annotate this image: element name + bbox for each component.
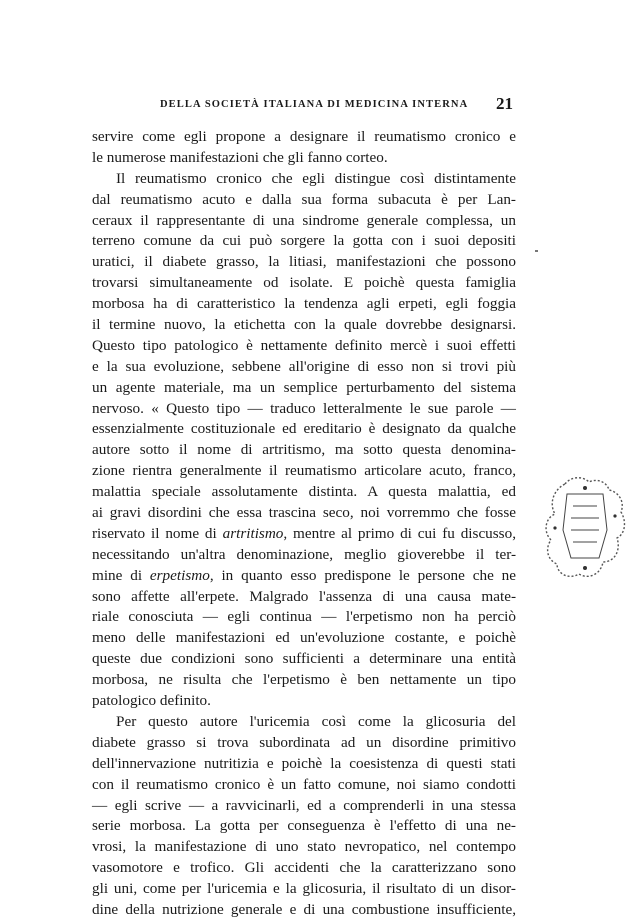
text-line: servire come egli propone a designare il reumatismo cronico e	[92, 128, 516, 145]
running-header	[0, 96, 627, 118]
text-line: le numerose manifestazioni che gli fanno corteo.	[92, 148, 388, 166]
text-line: serie morbosa. La gotta per conseguenza è l'effetto di una ne-	[92, 817, 516, 835]
body-text	[92, 127, 516, 921]
italic-term: artritismo	[222, 524, 284, 542]
text-line: Il reumatismo cronico che egli distingue così distintamente	[116, 169, 516, 187]
text-line: zione rientra generalmente il reumatismo articolare acuto, franco,	[92, 462, 516, 480]
running-head-title: DELLA SOCIETÀ ITALIANA DI MEDICINA INTERNA	[160, 99, 469, 110]
text-line: queste due condizioni sono sufficienti a determinare una entità	[92, 650, 516, 668]
text-line: diabete grasso si trova subordinata ad un disordine primitivo	[92, 733, 516, 751]
italic-term: erpetismo	[149, 566, 210, 584]
text-line: trovarsi simultaneamente od isolate. E poichè questa famiglia	[92, 274, 516, 292]
text-line: dell'innervazione nutritizia e poichè la coesistenza di questi stati	[92, 754, 516, 772]
text-line: e la sua evoluzione, sebbene all'origine di esso non si trovi più	[92, 357, 516, 375]
text-line: vrosi, la manifestazione di uno stato nevropatico, nel contempo	[92, 838, 516, 856]
text-line: Questo tipo patologico è nettamente definito mercè i suoi effetti	[92, 336, 516, 354]
text-line: vasomotore e trofico. Gli accidenti che la caratterizzano sono	[92, 859, 516, 877]
text-line: ceraux il rappresentante di una sindrome generale complessa, un	[92, 211, 516, 229]
text-line: riservato il nome di artritismo, mentre al primo di cui fu discusso,	[92, 524, 516, 542]
text-line: uratici, il diabete grasso, la litiasi, manifestazioni che possono	[92, 253, 516, 271]
text-line: il termine nuovo, la etichetta con la quale dovrebbe designarsi.	[92, 316, 516, 334]
scan-speck	[535, 250, 538, 252]
text-line: — egli scrive — a ravvicinarli, ed a comprenderli in una stessa	[92, 796, 516, 814]
text-line: morbosa, ne risulta che l'erpetismo è ben nettamente un tipo	[92, 671, 516, 689]
text-line: sono affette all'erpete. Malgrado l'assenza di una causa mate-	[92, 587, 516, 605]
text-line: riale conosciuta — egli continua — l'erpetismo non ha perciò	[92, 608, 516, 626]
text-line: patologico definito.	[92, 692, 211, 710]
text-line: autore sotto il nome di artritismo, ma sotto questa denomina-	[92, 441, 516, 459]
page-number: 21	[496, 94, 513, 113]
text-line: meno delle manifestazioni ed un'evoluzione costante, e poichè	[92, 629, 516, 647]
text-line: dine della nutrizione generale e di una combustione insufficiente,	[92, 900, 516, 918]
text-line: necessitando un'altra denominazione, meglio gioverebbe il ter-	[92, 545, 516, 563]
text-line: terreno comune da cui può sorgere la gotta con i suoi depositi	[92, 232, 516, 250]
text-line: nervoso. « Questo tipo — traduco letteralmente le sue parole —	[92, 399, 516, 417]
text-line: malattia speciale assolutamente distinta. A questa malattia, ed	[92, 483, 516, 501]
text-line: gli uni, come per l'uricemia e la glicosuria, il risultato di un disor-	[92, 880, 516, 898]
library-stamp-icon	[545, 470, 627, 590]
text-line: ai gravi disordini che essa trascina seco, noi vorremmo che fosse	[92, 504, 516, 522]
text-line: morbosa ha di caratteristico la tendenza agli erpeti, egli foggia	[92, 295, 516, 313]
text-line: Per questo autore l'uricemia così come la glicosuria del	[116, 712, 516, 730]
text-line: con il reumatismo cronico è un fatto comune, noi siamo condotti	[92, 775, 516, 793]
text-line: mine di erpetismo, in quanto esso predispone le persone che ne	[92, 566, 517, 584]
text-line: dal reumatismo acuto e dalla sua forma subacuta è per Lan-	[92, 190, 516, 208]
text-line: essenzialmente costituzionale ed ereditario è designato da qualche	[92, 420, 516, 438]
text-line: un agente materiale, ma un semplice perturbamento del sistema	[92, 378, 516, 396]
